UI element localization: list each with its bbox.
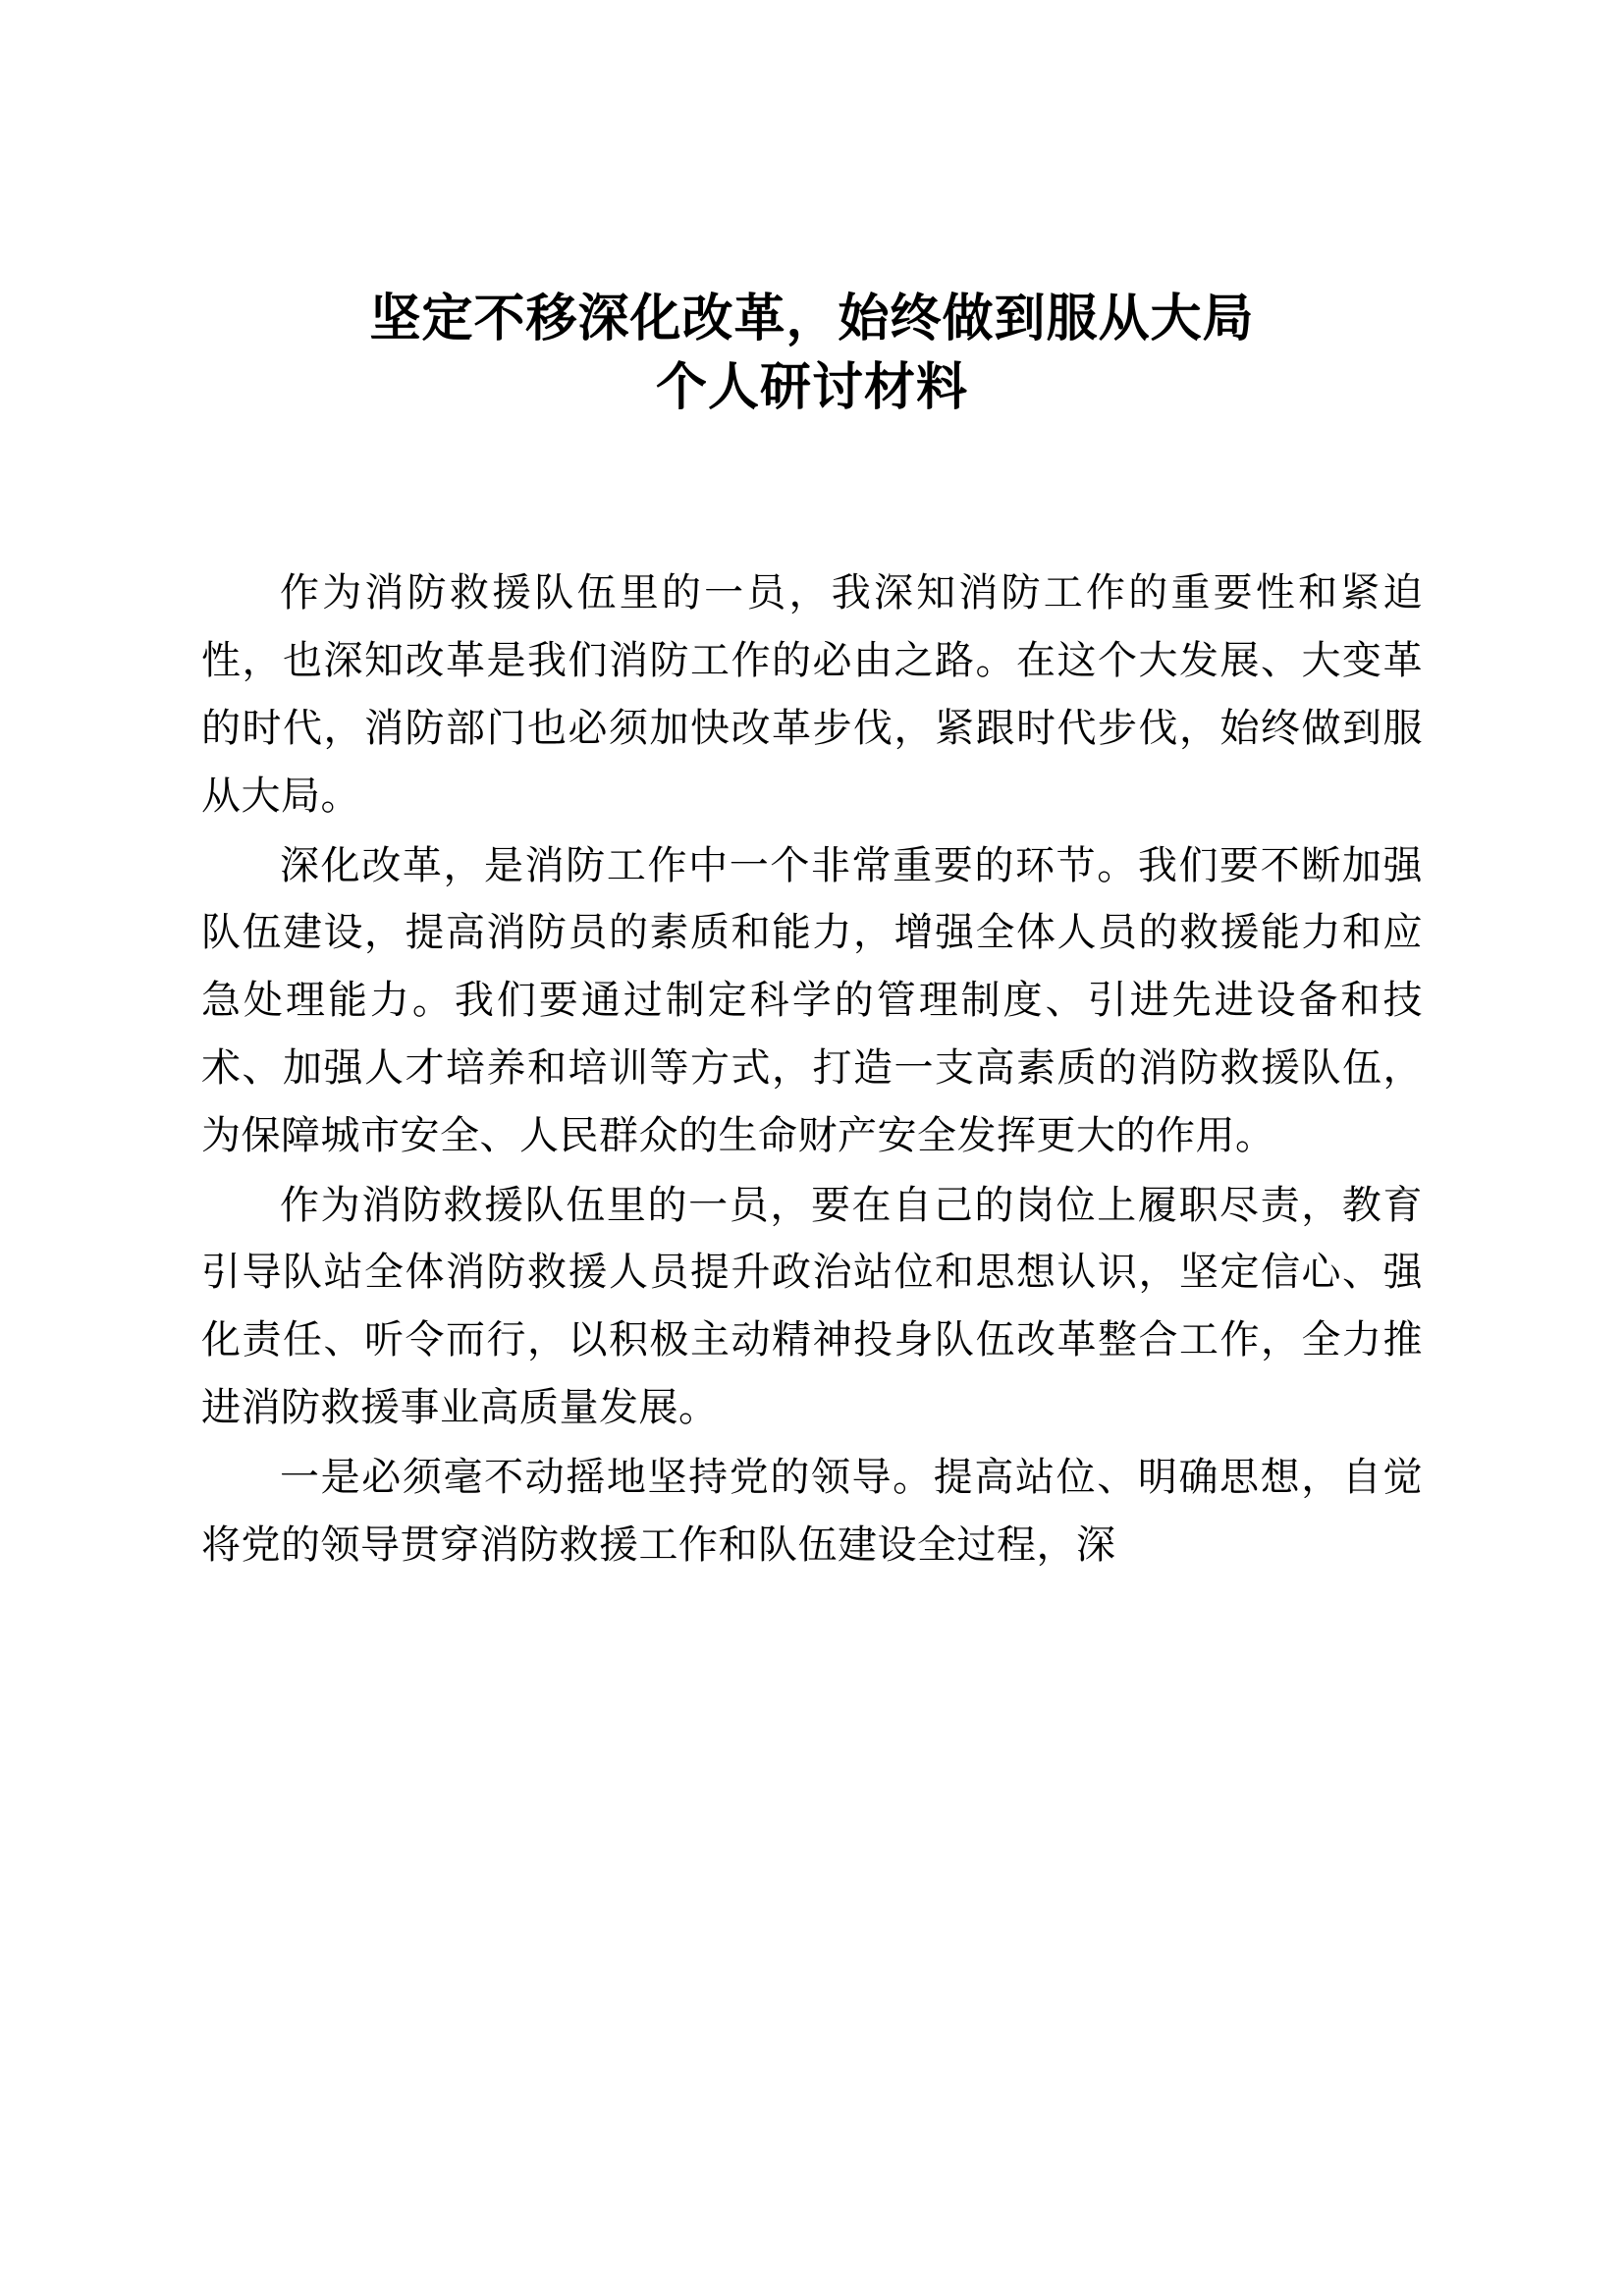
body-paragraph: 作为消防救援队伍里的一员，要在自己的岗位上履职尽责，教育引导队站全体消防救援人员提升政治站位和思想认识，坚定信心、强化责任、听令而行，以积极主动精神投身队伍改革整合工作，全力推进消防救援事业高质量发展。 xyxy=(201,1182,1423,1430)
body-paragraph: 作为消防救援队伍里的一员，我深知消防工作的重要性和紧迫性，也深知改革是我们消防工作的必由之路。在这个大发展、大变革的时代，消防部门也必须加快改革步伐，紧跟时代步伐，始终做到服从大局。 xyxy=(201,570,1423,819)
page-title-line-2: 个人研讨材料 xyxy=(655,358,968,418)
page-title-line-1: 坚定不移深化改革，始终做到服从大局 xyxy=(369,290,1255,348)
body-paragraph: 深化改革，是消防工作中一个非常重要的环节。我们要不断加强队伍建设，提高消防员的素质和能力，增强全体人员的救援能力和应急处理能力。我们要通过制定科学的管理制度、引进先进设备和技术、加强人才培养和培训等方式，打造一支高素质的消防救援队伍，为保障城市安全、人民群众的生命财产安全发挥更大的作用。 xyxy=(201,842,1423,1158)
document-body xyxy=(201,560,1423,1578)
page-title xyxy=(201,0,1423,422)
body-paragraph: 一是必须毫不动摇地坚持党的领导。提高站位、明确思想，自觉将党的领导贯穿消防救援工作和队伍建设全过程，深 xyxy=(201,1454,1423,1568)
